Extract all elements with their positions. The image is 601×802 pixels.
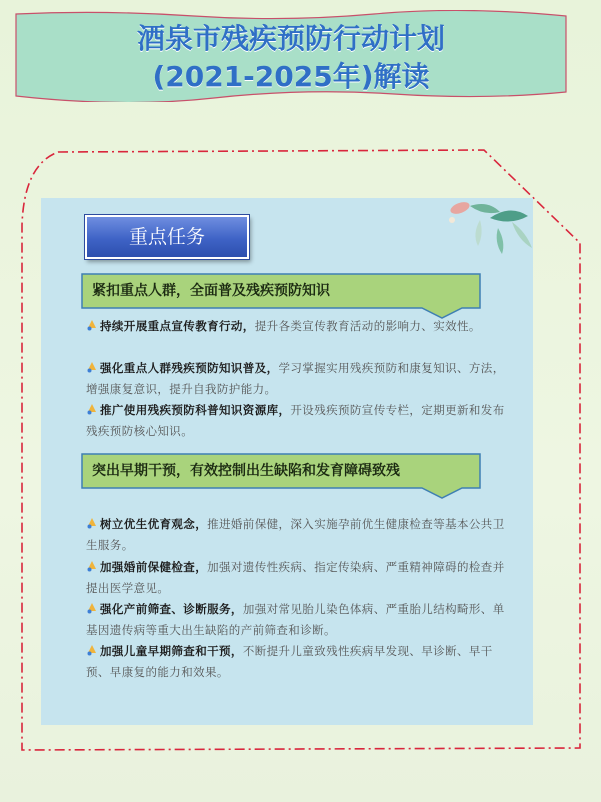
list-item: [86, 514, 506, 556]
list-item: [86, 557, 506, 599]
list-item: [86, 358, 506, 400]
section-title-1-bar: [80, 272, 484, 322]
bell-bullet-icon: [86, 403, 98, 415]
list-item: [86, 400, 506, 442]
item-lead: 加强婚前保健检查，: [100, 560, 208, 574]
item-lead: 树立优生优育观念，: [100, 517, 208, 531]
item-body: 开设残疾预防宣传专栏，定期更新和发布残疾预防核心知识。: [86, 403, 505, 438]
bell-bullet-icon: [86, 560, 98, 572]
bell-bullet-icon: [86, 361, 98, 373]
list-item: [86, 316, 506, 337]
section-title-2: 突出早期干预，有效控制出生缺陷和发育障碍致残: [92, 463, 400, 479]
section-title-2-bar: [80, 452, 484, 502]
title-line-1: 酒泉市残疾预防行动计划: [136, 22, 445, 55]
section-title-1: 紧扣重点人群，全面普及残疾预防知识: [92, 283, 330, 299]
item-lead: 推广使用残疾预防科普知识资源库，: [100, 403, 291, 417]
item-body: 提升各类宣传教育活动的影响力、实效性。: [254, 319, 481, 333]
bell-bullet-icon: [86, 517, 98, 529]
leaves-decoration: [440, 198, 534, 256]
item-lead: 持续开展重点宣传教育行动，: [100, 319, 255, 333]
section-heading: 重点任务: [85, 215, 249, 259]
item-lead: 强化重点人群残疾预防知识普及，: [100, 361, 279, 375]
bell-bullet-icon: [86, 644, 98, 656]
list-item: [86, 599, 506, 641]
item-body: 不断提升儿童致残性疾病早发现、早诊断、早干预、早康复的能力和效果。: [86, 644, 493, 679]
item-body: 加强对遗传性疾病、指定传染病、严重精神障碍的检查并提出医学意见。: [86, 560, 505, 595]
item-lead: 强化产前筛查、诊断服务，: [100, 602, 243, 616]
bell-bullet-icon: [86, 602, 98, 614]
list-item: [86, 641, 506, 683]
bell-bullet-icon: [86, 319, 98, 331]
title-line-2: (2021-2025年)解读: [152, 60, 430, 93]
item-body: 推进婚前保健，深入实施孕前优生健康检查等基本公共卫生服务。: [86, 517, 505, 552]
item-body: 学习掌握实用残疾预防和康复知识、方法，增强康复意识，提升自我防护能力。: [86, 361, 505, 396]
item-lead: 加强儿童早期筛查和干预，: [100, 644, 243, 658]
item-body: 加强对常见胎儿染色体病、严重胎儿结构畸形、单基因遗传病等重大出生缺陷的产前筛查和诊断。: [86, 602, 505, 637]
